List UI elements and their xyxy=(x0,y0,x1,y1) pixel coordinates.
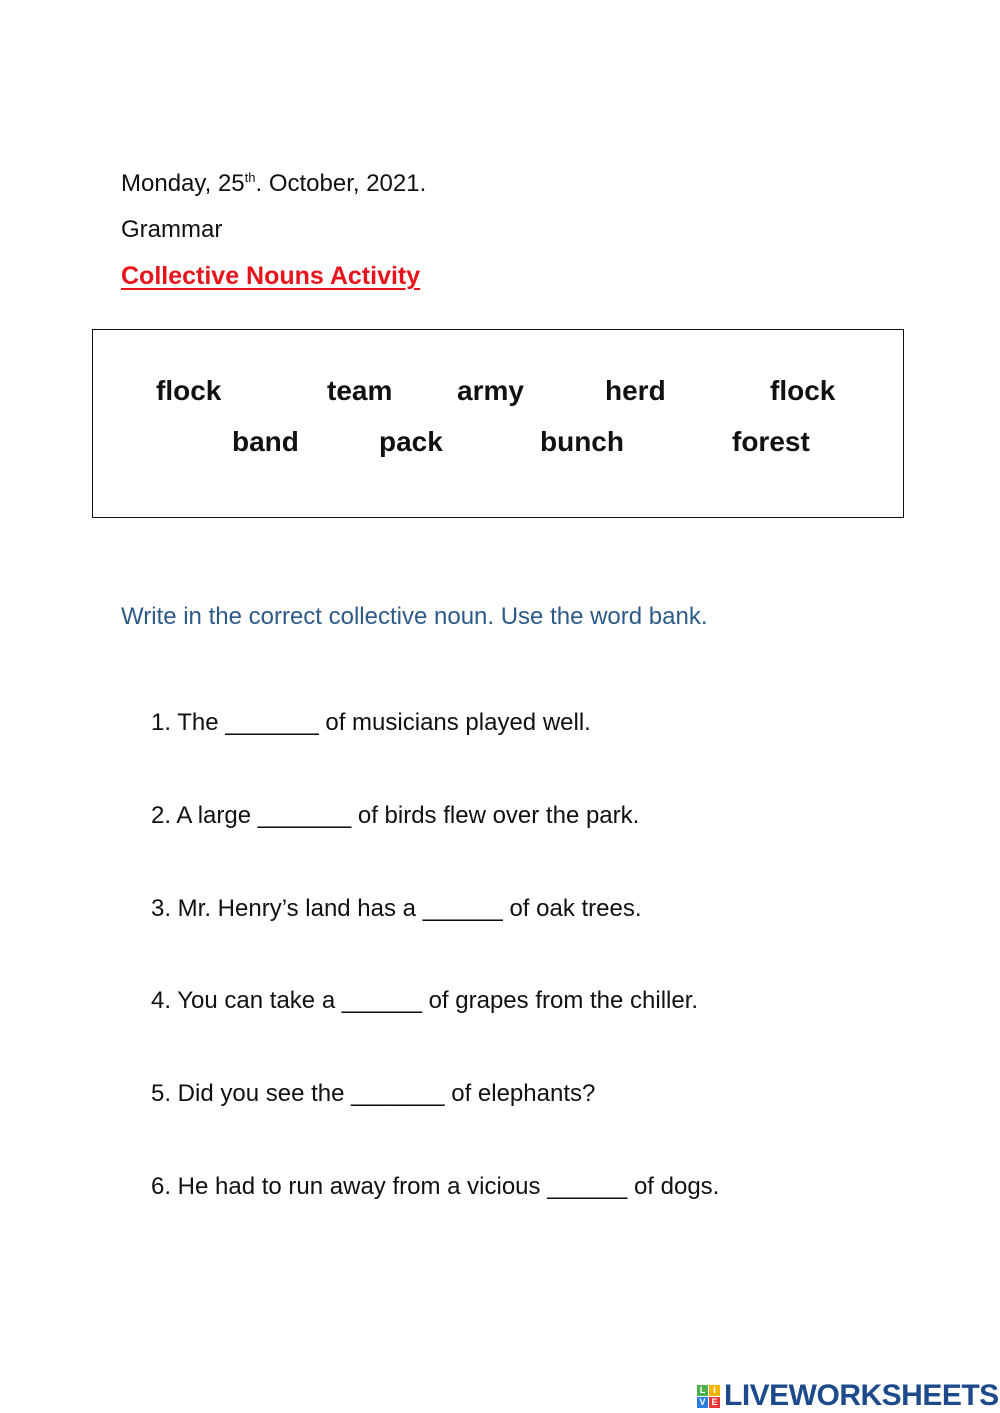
word-bank-item: bunch xyxy=(540,426,624,457)
question-4: 4. You can take a ______ of grapes from the chiller. xyxy=(151,987,699,1014)
logo-tiles-icon xyxy=(697,1385,720,1408)
liveworksheets-logo xyxy=(697,1379,999,1413)
question-3: 3. Mr. Henry’s land has a ______ of oak trees. xyxy=(151,895,642,922)
subject-label: Grammar xyxy=(121,216,223,243)
logo-tile: V xyxy=(697,1397,708,1408)
word-bank-item: forest xyxy=(732,426,810,457)
question-6: 6. He had to run away from a vicious ______ of dogs. xyxy=(151,1173,720,1200)
word-bank-item: band xyxy=(232,426,299,457)
word-bank-item: herd xyxy=(605,375,666,406)
logo-tile: I xyxy=(709,1385,720,1396)
logo-tile: E xyxy=(709,1397,720,1408)
worksheet-title: Collective Nouns Activity xyxy=(121,262,421,290)
word-bank-item: flock xyxy=(770,375,836,406)
date-line xyxy=(121,170,426,198)
word-bank-box xyxy=(92,329,904,518)
question-5: 5. Did you see the _______ of elephants? xyxy=(151,1080,596,1107)
date-suffix: . October, 2021. xyxy=(255,170,427,197)
question-2: 2. A large _______ of birds flew over the park. xyxy=(151,802,640,829)
word-bank-item: army xyxy=(457,375,524,406)
date-superscript: th xyxy=(244,170,256,185)
question-1: 1. The _______ of musicians played well. xyxy=(151,709,591,736)
logo-tile: L xyxy=(697,1385,708,1396)
date-text: Monday, 25 xyxy=(121,170,245,197)
instruction-text: Write in the correct collective noun. Use the word bank. xyxy=(121,603,708,630)
word-bank-item: pack xyxy=(379,426,443,457)
word-bank-item: flock xyxy=(156,375,222,406)
logo-text: LIVEWORKSHEETS xyxy=(724,1379,999,1412)
word-bank-item: team xyxy=(327,375,393,406)
